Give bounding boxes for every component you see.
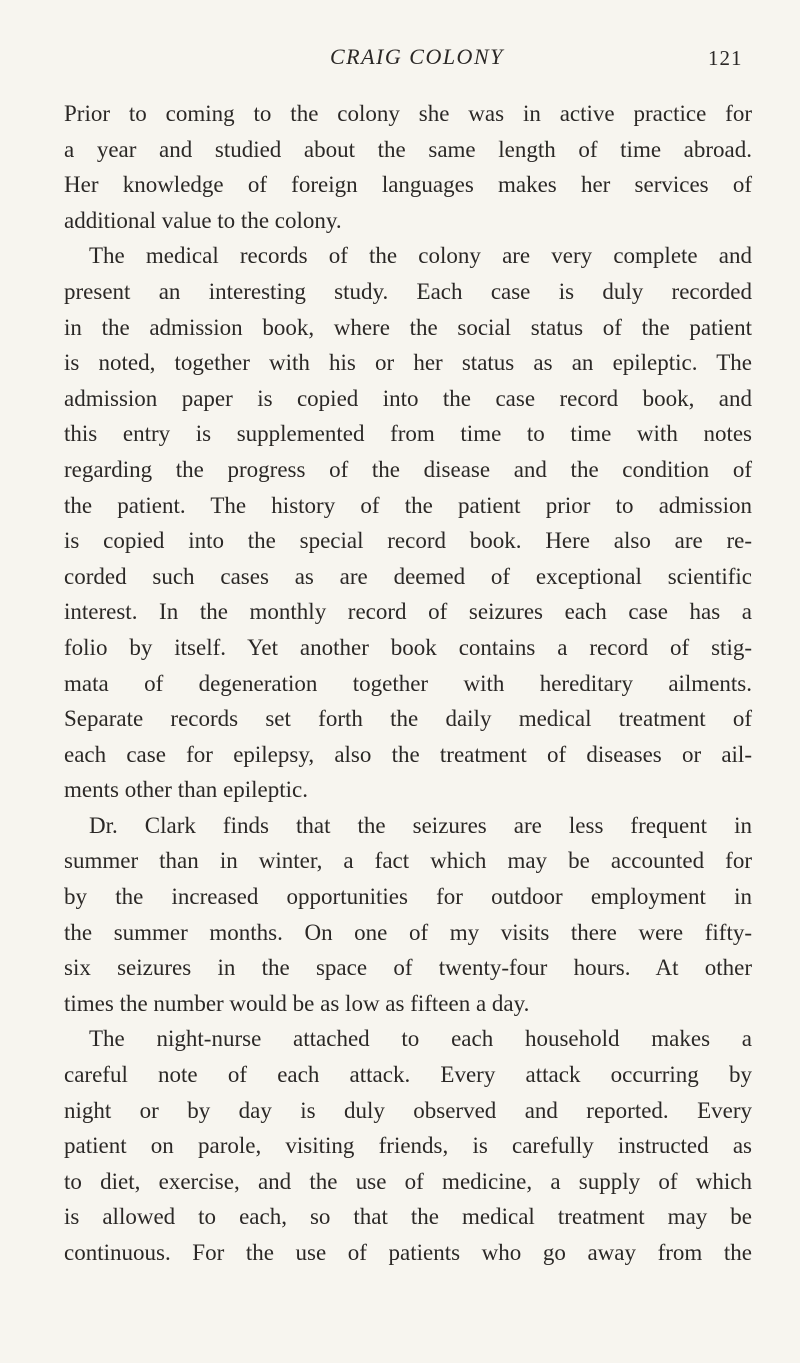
text-line: present an interesting study. Each case is duly recorded [64,278,752,304]
text-line: night or by day is duly observed and reported. Every [64,1097,752,1123]
text-line: Separate records set forth the daily medical treatment of [64,706,752,732]
text-line: Prior to coming to the colony she was in active practice for [64,101,752,126]
text-line: the patient. The history of the patient prior to admission [64,492,752,518]
page-number: 121 [708,46,743,70]
text-line: a year and studied about the same length of time abroad. [64,136,752,162]
text-line: The night-nurse attached to each household makes a [89,1026,752,1052]
text-line: is noted, together with his or her status as an epileptic. The [64,350,752,376]
text-line: to diet, exercise, and the use of medicine, a supply of which [64,1168,752,1194]
text-line: regarding the progress of the disease and the condition of [64,456,752,482]
body-text [64,96,752,1271]
text-line: summer than in winter, a fact which may be accounted for [64,848,752,874]
text-line: admission paper is copied into the case record book, and [64,385,752,411]
text-line: interest. In the monthly record of seizures each case has a [64,599,752,625]
text-line: corded such cases as are deemed of exceptional scientific [64,563,752,589]
text-line: the summer months. On one of my visits there were fifty- [64,919,752,945]
text-line: in the admission book, where the social status of the patient [64,314,752,340]
text-line: patient on parole, visiting friends, is carefully instructed as [64,1133,752,1159]
text-line: times the number would be as low as fifteen a day. [64,990,530,1016]
text-line: additional value to the colony. [64,207,342,233]
text-line: Dr. Clark finds that the seizures are less frequent in [89,812,752,838]
text-line: is copied into the special record book. Here also are re- [64,528,752,554]
text-line: is allowed to each, so that the medical treatment may be [64,1204,752,1230]
text-line: Her knowledge of foreign languages makes her services of [64,172,752,198]
text-line: by the increased opportunities for outdoor employment in [64,884,752,910]
text-line: this entry is supplemented from time to time with notes [64,421,752,447]
text-line: continuous. For the use of patients who go away from the [64,1240,752,1265]
text-line: mata of degeneration together with hereditary ailments. [64,670,752,696]
text-line: The medical records of the colony are very complete and [89,243,752,269]
text-line: each case for epilepsy, also the treatment of diseases or ail- [64,741,752,767]
text-line: six seizures in the space of twenty-four hours. At other [64,955,752,981]
running-head: CRAIG COLONY [330,44,504,69]
text-line: ments other than epileptic. [64,777,308,803]
text-line: careful note of each attack. Every attack occurring by [64,1062,752,1088]
text-line: folio by itself. Yet another book contains a record of stig- [64,634,752,660]
